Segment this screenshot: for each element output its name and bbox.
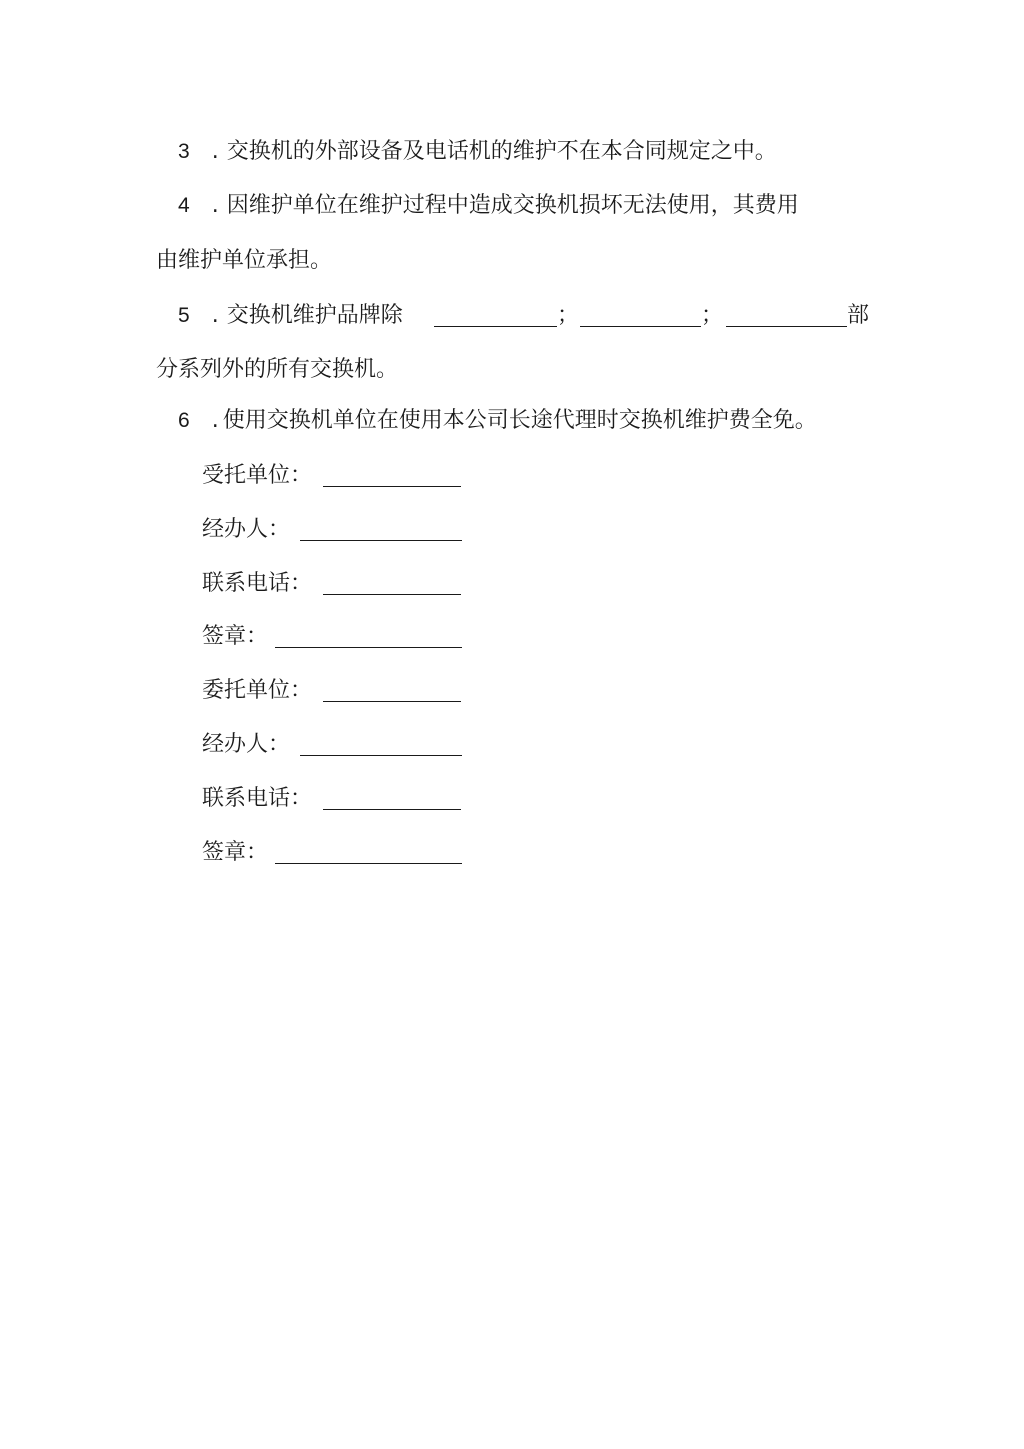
separator: ；: [701, 303, 724, 328]
clause-4: [178, 191, 799, 221]
client-seal-blank[interactable]: [275, 863, 462, 864]
field-label: 签章：: [202, 624, 269, 649]
clause-number: 6: [178, 409, 190, 432]
clause-5-tail: [847, 301, 869, 331]
brand-blank-2[interactable]: [580, 326, 701, 327]
client-phone-label: [202, 784, 312, 814]
field-label: 签章：: [202, 840, 269, 865]
clause-separator: .: [211, 408, 219, 433]
clause-text: 分系列外的所有交换机。: [156, 357, 399, 382]
brand-blank-1[interactable]: [434, 326, 557, 327]
clause-text: 部: [847, 303, 870, 328]
field-label: 经办人：: [202, 517, 291, 542]
semicolon-2: [701, 301, 723, 331]
clause-text: 由维护单位承担。: [156, 248, 333, 273]
trustee-seal-blank[interactable]: [275, 647, 462, 648]
clause-number: 3: [178, 140, 190, 163]
client-unit-blank[interactable]: [323, 701, 461, 702]
field-label: 联系电话：: [202, 571, 313, 596]
client-handler-blank[interactable]: [300, 755, 462, 756]
clause-5-continuation: [156, 355, 398, 385]
semicolon-1: [557, 301, 579, 331]
clause-text: 交换机的外部设备及电话机的维护不在本合同规定之中。: [226, 139, 777, 164]
clause-separator: .: [211, 193, 219, 218]
clause-text: 使用交换机单位在使用本公司长途代理时交换机维护费全免。: [222, 408, 817, 433]
clause-text: 因维护单位在维护过程中造成交换机损坏无法使用，其费用: [226, 193, 799, 218]
clause-3: [178, 137, 777, 167]
trustee-seal-label: [202, 622, 268, 652]
client-unit-label: [202, 676, 312, 706]
field-label: 受托单位：: [202, 463, 313, 488]
clause-5: [178, 301, 403, 331]
trustee-handler-label: [202, 515, 290, 545]
separator: ；: [557, 303, 580, 328]
brand-blank-3[interactable]: [726, 326, 847, 327]
clause-separator: .: [211, 303, 219, 328]
client-seal-label: [202, 838, 268, 868]
trustee-unit-blank[interactable]: [323, 486, 461, 487]
trustee-phone-label: [202, 569, 312, 599]
client-handler-label: [202, 730, 290, 760]
clause-separator: .: [211, 139, 219, 164]
client-phone-blank[interactable]: [323, 809, 461, 810]
field-label: 经办人：: [202, 732, 291, 757]
clause-text: 交换机维护品牌除: [226, 303, 403, 328]
trustee-unit-label: [202, 461, 312, 491]
clause-4-continuation: [156, 246, 332, 276]
clause-number: 4: [178, 194, 190, 217]
clause-6: [178, 406, 817, 436]
field-label: 联系电话：: [202, 786, 313, 811]
clause-number: 5: [178, 304, 190, 327]
trustee-handler-blank[interactable]: [300, 540, 462, 541]
field-label: 委托单位：: [202, 678, 313, 703]
trustee-phone-blank[interactable]: [323, 594, 461, 595]
